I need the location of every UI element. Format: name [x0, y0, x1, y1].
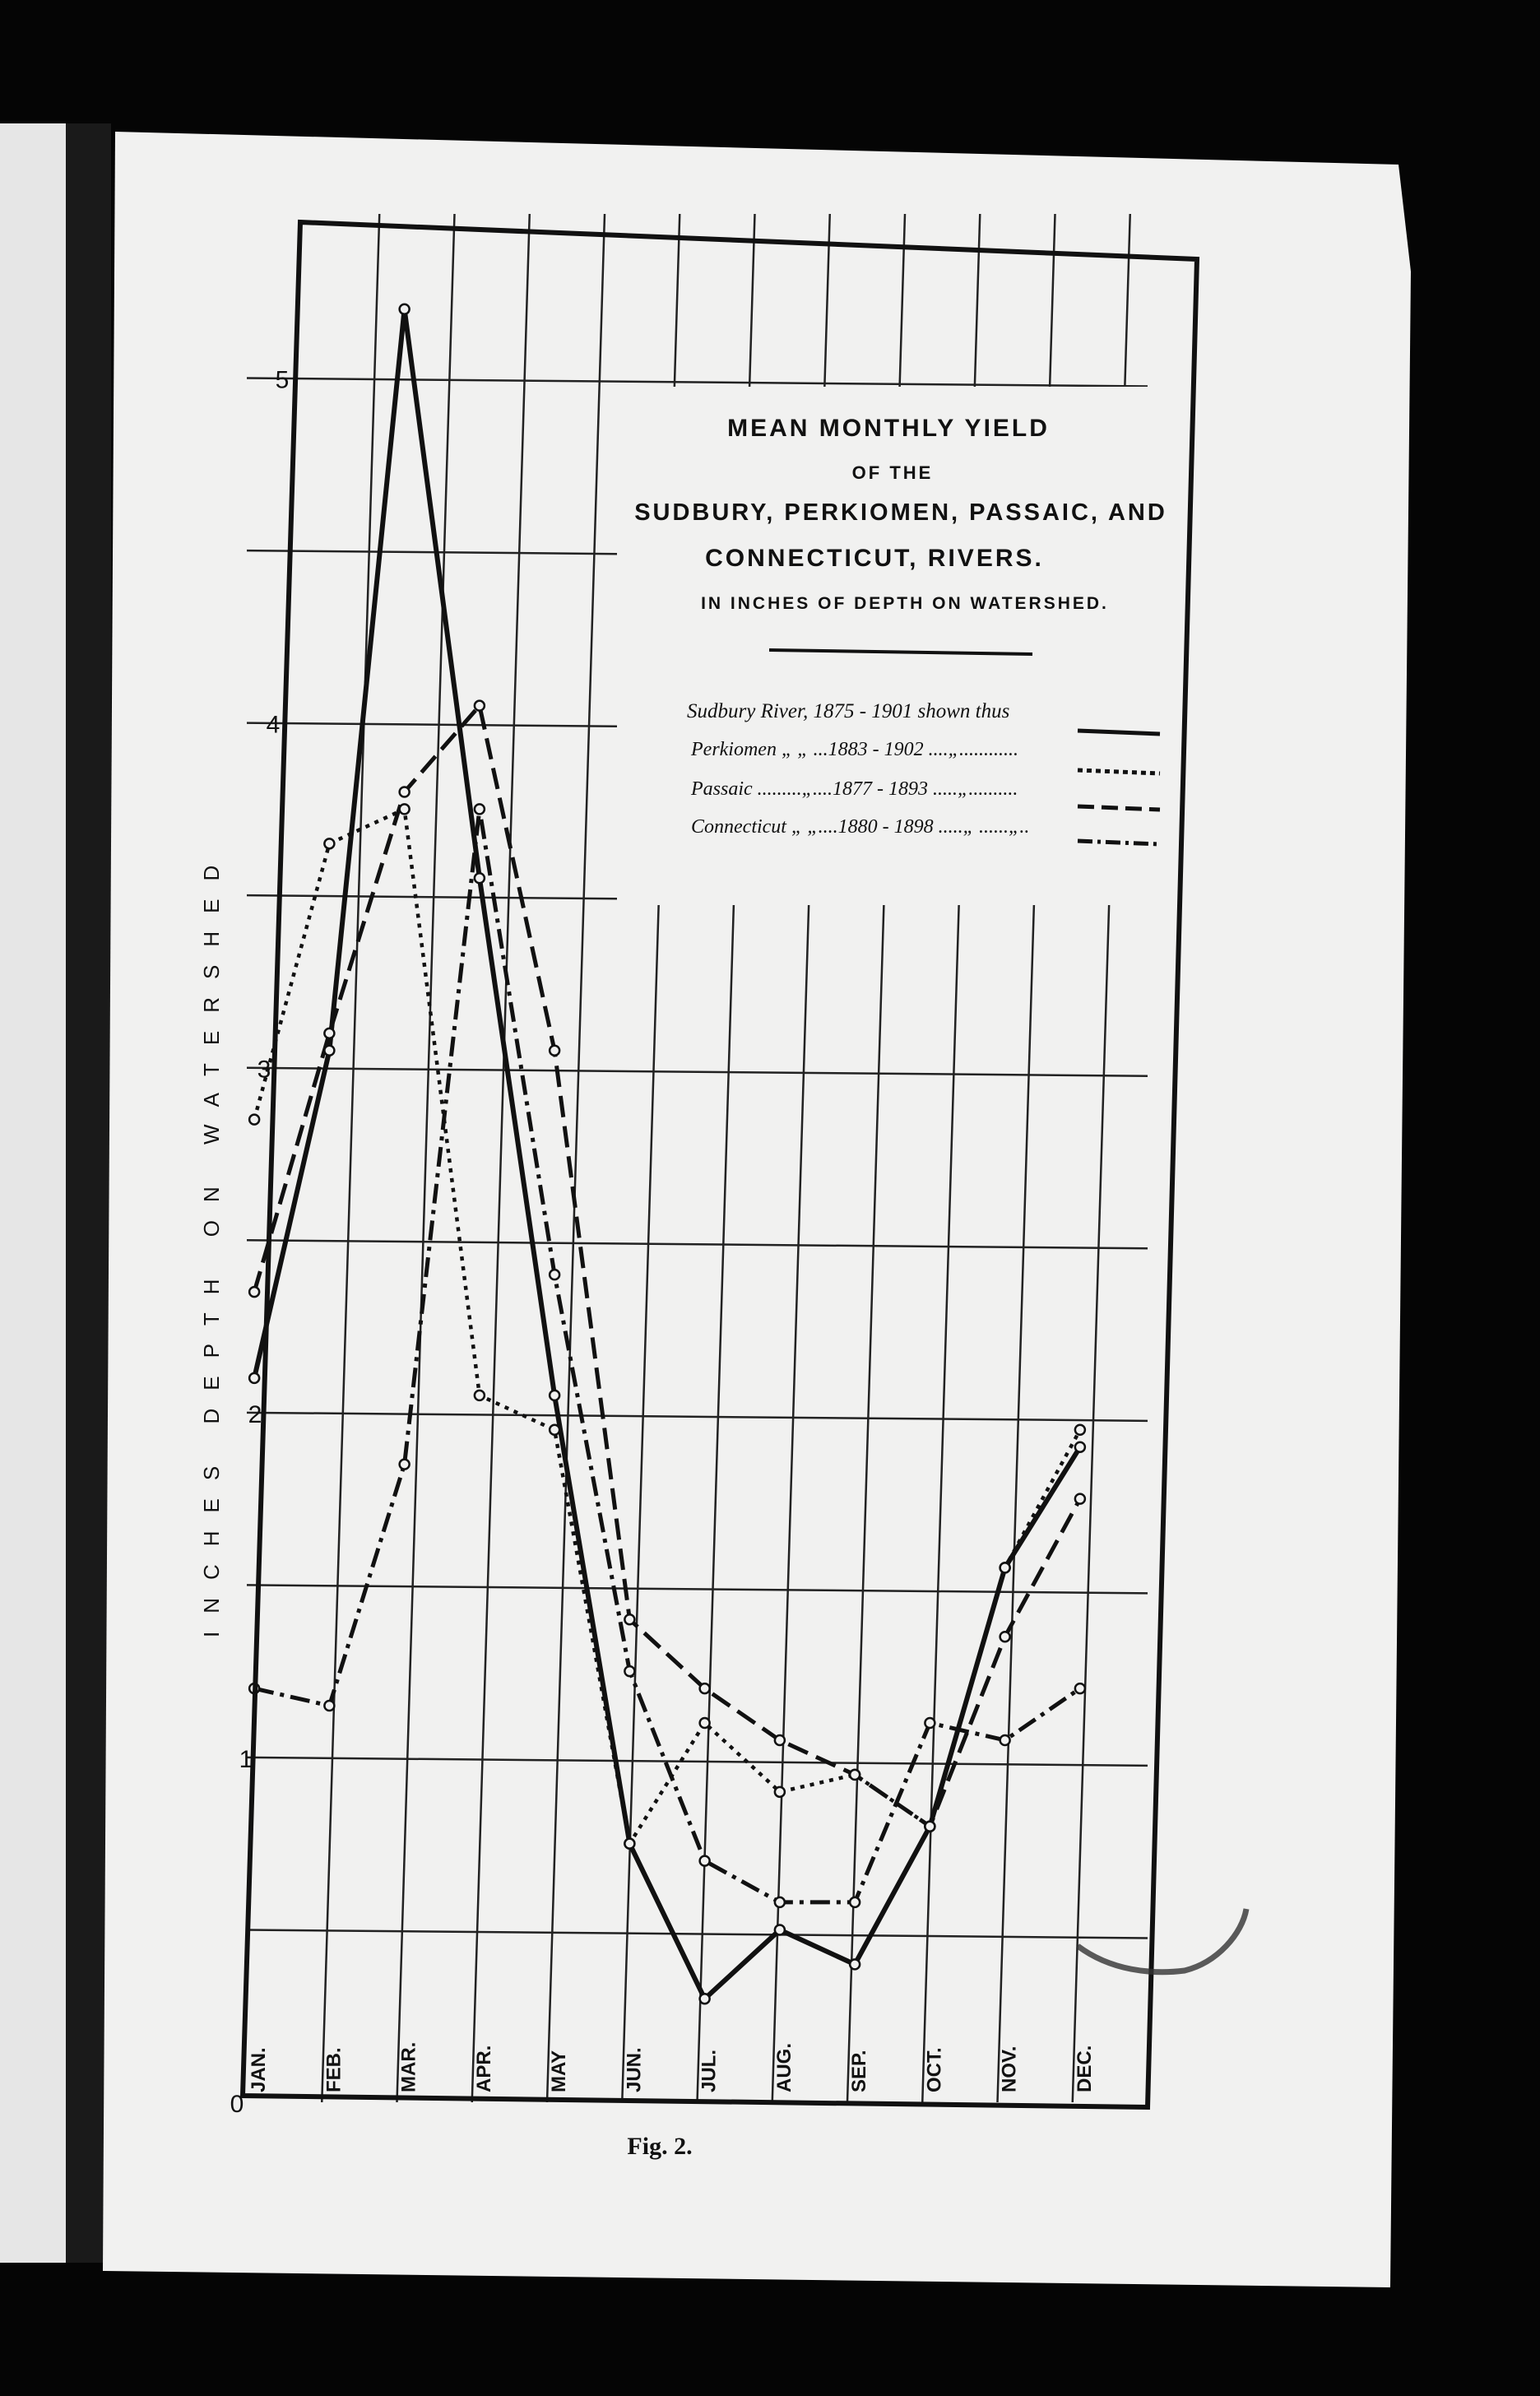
month-label: NOV.: [998, 2045, 1021, 2092]
data-point-dotted: [775, 1787, 785, 1797]
data-point-dashed: [550, 1046, 559, 1056]
y-tick-label-5: 5: [275, 366, 290, 394]
y-axis-label: INCHES DEPTH ON WATERSHED: [199, 847, 224, 1637]
data-point-solid: [475, 873, 485, 883]
data-point-dashed: [775, 1735, 785, 1745]
data-point-solid: [775, 1925, 785, 1934]
data-point-dashed: [700, 1683, 710, 1693]
data-point-dashed: [475, 701, 485, 711]
left-page-edge: [0, 123, 66, 2263]
y-tick-label-3: 3: [257, 1056, 271, 1084]
data-point-dotted: [400, 804, 410, 814]
month-label: JUL.: [698, 2049, 721, 2092]
data-point-dotted: [475, 1391, 485, 1400]
data-point-dashed: [324, 1029, 334, 1038]
month-label: FEB.: [322, 2047, 346, 2092]
legend-label-perkiomen: Perkiomen „ „ ...1883 - 1902 ....„............: [691, 739, 1018, 760]
data-point-solid: [550, 1391, 559, 1400]
data-point-dash-dot: [925, 1718, 935, 1728]
legend-label-sudbury: Sudbury River, 1875 - 1901 shown thus: [687, 700, 1010, 722]
data-point-dotted: [249, 1115, 259, 1125]
data-point-dashed: [1075, 1494, 1085, 1504]
y-tick-label-1: 1: [239, 1745, 253, 1773]
y-tick-label-4: 4: [266, 711, 281, 739]
data-point-dotted: [624, 1839, 634, 1849]
title-line-2: OF THE: [851, 462, 934, 483]
y-tick-label-2: 2: [248, 1400, 262, 1428]
data-point-solid: [700, 1994, 710, 2004]
title-line-3: SUDBURY, PERKIOMEN, PASSAIC, AND: [634, 499, 1167, 526]
month-label: APR.: [472, 2045, 495, 2092]
month-label: MAR.: [397, 2041, 420, 2092]
y-tick-label-0: 0: [230, 2091, 244, 2118]
month-label: OCT.: [923, 2047, 946, 2092]
month-label: MAY: [548, 2050, 570, 2092]
data-point-dashed: [624, 1614, 634, 1624]
data-point-dash-dot: [1075, 1683, 1085, 1693]
data-point-solid: [850, 1959, 860, 1969]
data-point-solid: [249, 1373, 259, 1383]
data-point-dashed: [1000, 1632, 1010, 1641]
data-point-solid: [1075, 1442, 1085, 1452]
data-point-dash-dot: [400, 1460, 410, 1470]
data-point-dashed: [850, 1770, 860, 1780]
data-point-dash-dot: [475, 804, 485, 814]
month-label: JUN.: [623, 2047, 646, 2092]
month-label: AUG.: [772, 2043, 796, 2092]
month-label: JAN.: [248, 2047, 270, 2092]
data-point-dash-dot: [1000, 1735, 1010, 1745]
title-line-1: MEAN MONTHLY YIELD: [727, 415, 1050, 442]
data-point-dash-dot: [624, 1666, 634, 1676]
data-point-solid: [324, 1046, 334, 1056]
data-point-dash-dot: [775, 1897, 785, 1907]
data-point-dashed: [925, 1822, 935, 1832]
data-point-dotted: [550, 1425, 559, 1435]
data-point-solid: [400, 304, 410, 314]
data-point-dashed: [400, 787, 410, 796]
data-point-dash-dot: [700, 1856, 710, 1866]
data-point-dotted: [1075, 1425, 1085, 1435]
legend-label-connecticut: Connecticut „ „....1880 - 1898 .....„ ......„..: [691, 816, 1030, 838]
data-point-dashed: [249, 1287, 259, 1297]
data-point-dash-dot: [850, 1897, 860, 1907]
month-label: DEC.: [1073, 2045, 1096, 2092]
data-point-dotted: [324, 838, 334, 848]
title-line-5: IN INCHES OF DEPTH ON WATERSHED.: [701, 594, 1109, 613]
title-line-4: CONNECTICUT, RIVERS.: [705, 545, 1044, 572]
data-point-dash-dot: [324, 1701, 334, 1711]
data-point-dotted: [1000, 1563, 1010, 1572]
figure-caption: Fig. 2.: [627, 2133, 693, 2160]
legend-label-passaic: Passaic .........„....1877 - 1893 .....„..........: [691, 778, 1018, 800]
book-gutter: [66, 123, 111, 2263]
month-label: SEP.: [848, 2050, 870, 2092]
data-point-dash-dot: [550, 1270, 559, 1279]
data-point-dotted: [700, 1718, 710, 1728]
